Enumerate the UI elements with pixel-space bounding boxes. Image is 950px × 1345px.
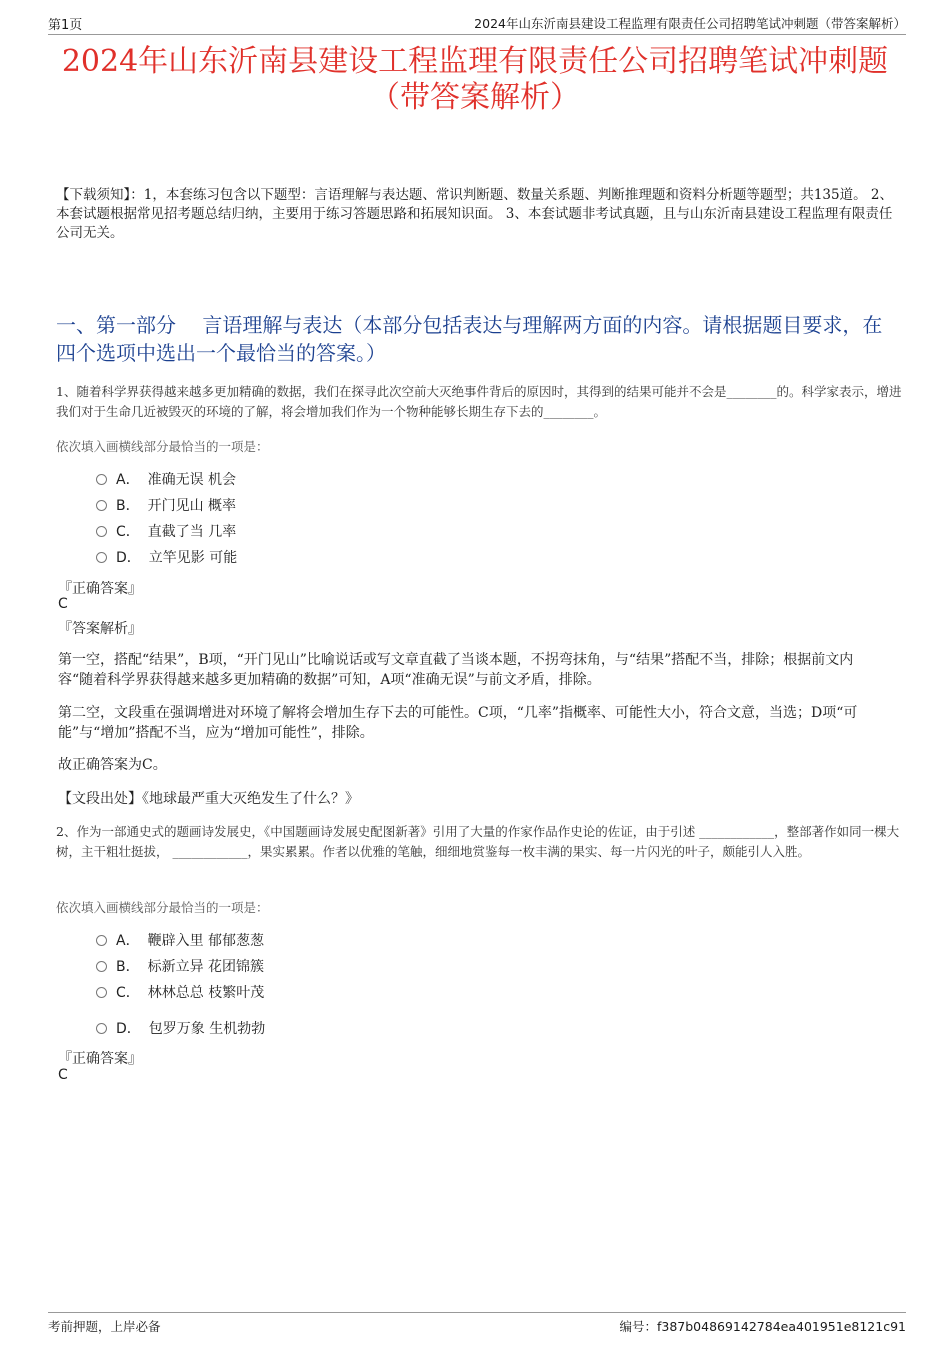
question-1-option-c[interactable]: C． 直截了当 几率 xyxy=(96,522,236,542)
question-1-analysis-2: 第二空，文段重在强调增进对环境了解将会增加生存下去的可能性。C项，“几率”指概率、可能性大小，符合文意，当选；D项“可能”与“增加”搭配不当，应为“增加可能性”，排除。 xyxy=(58,705,858,741)
page-header xyxy=(48,12,906,35)
radio-icon[interactable] xyxy=(96,474,107,485)
page-footer xyxy=(48,1312,906,1334)
footer-doc-id: 编号：f387b04869142784ea401951e8121c91 xyxy=(619,1319,906,1334)
question-2-answer: C xyxy=(58,1067,68,1083)
question-2-option-b[interactable]: B． 标新立异 花团锦簇 xyxy=(96,957,264,977)
title-line-2: （带答案解析） xyxy=(370,80,580,115)
radio-icon[interactable] xyxy=(96,961,107,972)
question-1-text: 1、随着科学界获得越来越多更加精确的数据，我们在探寻此次空前大灭绝事件背后的原因时，其得到的结果可能并不会是________的。科学家表示，增进我们对于生命几近被毁灭的环境的了解，将会增加我们作为一个物种能够长期生存下去的________。 xyxy=(56,384,902,419)
download-notice: 【下载须知】：1，本套练习包含以下题型：言语理解与表达题、常识判断题、数量关系题、判断推理题和资料分析题等题型；共135道。 2、本套试题根据常见招考题总结归纳，主要用于练习答题思路和拓展知识面。 3、本套试题非考试真题，且与山东沂南县建设工程监理有限责任公司无关。 xyxy=(56,187,893,241)
question-2-option-a[interactable]: A． 鞭辟入里 郁郁葱葱 xyxy=(96,931,264,951)
radio-icon[interactable] xyxy=(96,987,107,998)
question-2-option-d[interactable]: D． 包罗万象 生机勃勃 xyxy=(96,1019,265,1039)
title-line-1: 2024年山东沂南县建设工程监理有限责任公司招聘笔试冲刺题 xyxy=(61,44,889,79)
question-1-prompt: 依次填入画横线部分最恰当的一项是： xyxy=(56,439,269,454)
page-number: 第1页 xyxy=(48,18,83,33)
question-1-option-d[interactable]: D． 立竿见影 可能 xyxy=(96,548,237,568)
question-1-analysis-1: 第一空，搭配“结果”，B项，“开门见山”比喻说话或写文章直截了当谈本题，不拐弯抹角，与“结果”搭配不当，排除；根据前文内容“随着科学界获得越来越多更加精确的数据”可知，A项“准确无误”与前文矛盾，排除。 xyxy=(58,652,854,688)
header-doc-title: 2024年山东沂南县建设工程监理有限责任公司招聘笔试冲刺题（带答案解析） xyxy=(474,16,906,31)
question-2-prompt: 依次填入画横线部分最恰当的一项是： xyxy=(56,900,269,915)
question-2-option-c[interactable]: C． 林林总总 枝繁叶茂 xyxy=(96,983,264,1003)
radio-icon[interactable] xyxy=(96,935,107,946)
footer-slogan: 考前押题，上岸必备 xyxy=(48,1319,161,1334)
question-1-analysis-3: 故正确答案为C。 xyxy=(58,757,167,773)
section-heading: 一、第一部分 言语理解与表达（本部分包括表达与理解两方面的内容。请根据题目要求，在四个选项中选出一个最恰当的答案。） xyxy=(56,313,883,365)
question-1-source: 【文段出处】《地球最严重大灭绝发生了什么？》 xyxy=(58,791,359,807)
question-2-text: 2、作为一部通史式的题画诗发展史，《中国题画诗发展史配图新著》引用了大量的作家作品作史论的佐证，由于引述 ____________，整部著作如同一棵大树，主干粗壮挺拔， ____________，果实累累。作者以优雅的笔触，细细地赏鉴每一枚丰满的果实、每一片闪光的叶子，颇能引人入胜。 xyxy=(56,824,900,859)
question-2-answer-tag: 『正确答案』 xyxy=(58,1051,142,1067)
question-1-answer-tag: 『正确答案』 xyxy=(58,581,142,597)
question-1-analysis-tag: 『答案解析』 xyxy=(58,621,142,637)
radio-icon[interactable] xyxy=(96,500,107,511)
document-title xyxy=(40,44,910,116)
radio-icon[interactable] xyxy=(96,1023,107,1034)
question-1-answer: C xyxy=(58,596,68,612)
question-1-option-b[interactable]: B． 开门见山 概率 xyxy=(96,496,236,516)
radio-icon[interactable] xyxy=(96,552,107,563)
radio-icon[interactable] xyxy=(96,526,107,537)
question-1-option-a[interactable]: A． 准确无误 机会 xyxy=(96,470,236,490)
